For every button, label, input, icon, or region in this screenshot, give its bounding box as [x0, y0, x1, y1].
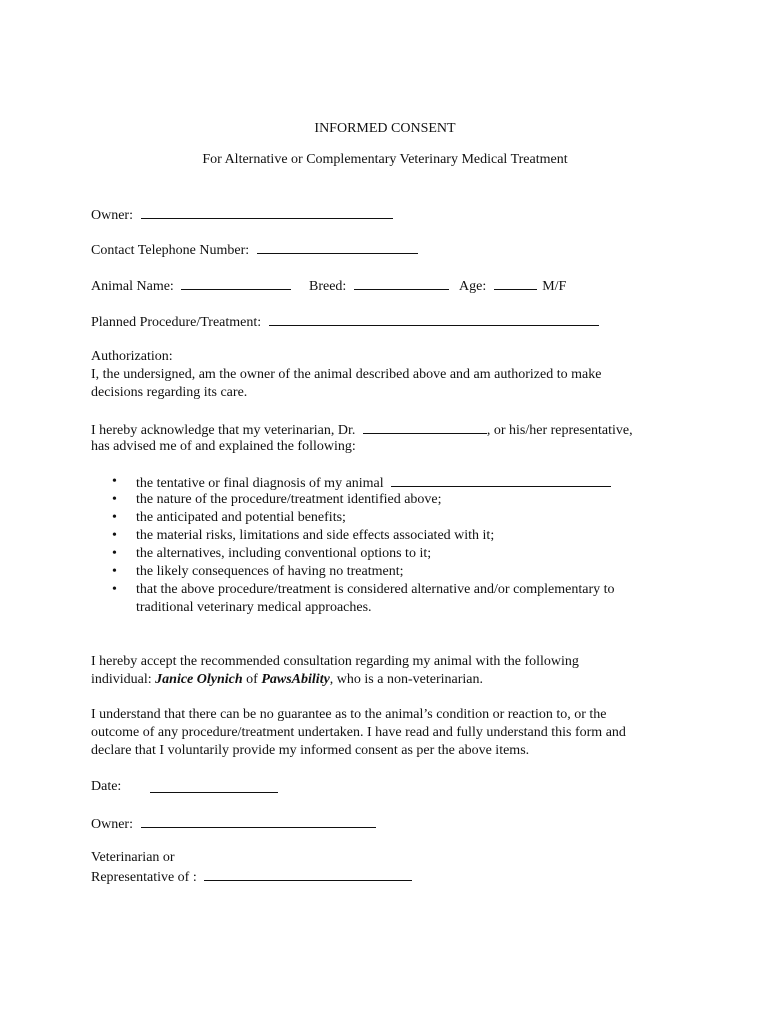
age-group [459, 276, 566, 296]
diagnosis-field[interactable] [391, 473, 611, 487]
owner-signature-field[interactable] [141, 814, 376, 828]
owner-signature-row [91, 814, 376, 834]
procedure-label: Planned Procedure/Treatment: [91, 315, 262, 330]
acceptance-text-a: individual: [91, 672, 152, 687]
list-item: the nature of the procedure/treatment identified above; [136, 492, 442, 507]
animal-name-field[interactable] [181, 276, 291, 290]
bullet-marker: • [112, 582, 117, 597]
acceptance-line-2 [91, 671, 483, 689]
procedure-field[interactable] [269, 312, 599, 326]
acceptance-text-c: , who is a non-veterinarian. [329, 672, 483, 687]
bullet-marker: • [112, 528, 117, 543]
acknowledge-line-1 [91, 420, 633, 440]
breed-group [309, 276, 449, 296]
owner-signature-label: Owner: [91, 817, 133, 832]
date-row [91, 778, 121, 796]
sex-label: M/F [542, 279, 567, 294]
authorization-text-line-2: decisions regarding its care. [91, 385, 248, 400]
age-label: Age: [459, 279, 487, 294]
vet-signature-field[interactable] [204, 867, 412, 881]
list-item: that the above procedure/treatment is considered alternative and/or complementary to [136, 582, 615, 597]
breed-field[interactable] [354, 276, 449, 290]
list-item: the likely consequences of having no treatment; [136, 564, 404, 579]
form-title: INFORMED CONSENT [314, 121, 456, 136]
vet-label-line-1: Veterinarian or [91, 850, 175, 865]
authorization-text-line-1: I, the undersigned, am the owner of the animal described above and am authorized to make [91, 367, 602, 382]
understanding-line-1: I understand that there can be no guarantee as to the animal’s condition or reaction to, or the [91, 707, 607, 722]
bullet-marker: • [112, 492, 117, 507]
procedure-row [91, 312, 599, 332]
vet-label-line-2: Representative of : [91, 870, 197, 885]
organization-name: PawsAbility [261, 672, 330, 687]
list-item-continuation: traditional veterinary medical approaches. [136, 600, 372, 615]
owner-row [91, 205, 393, 225]
understanding-line-2: outcome of any procedure/treatment undertaken. I have read and fully understand this form and [91, 725, 626, 740]
vet-signature-row [91, 867, 412, 887]
acceptance-line-1: I hereby accept the recommended consultation regarding my animal with the following [91, 654, 579, 669]
list-item: the anticipated and potential benefits; [136, 510, 346, 525]
acceptance-text-b: of [246, 672, 258, 687]
acknowledge-text-b: , or his/her representative, [486, 423, 633, 438]
authorization-heading: Authorization: [91, 349, 173, 364]
owner-label: Owner: [91, 208, 133, 223]
contact-label: Contact Telephone Number: [91, 243, 250, 258]
animal-name-group [91, 276, 291, 296]
contact-field[interactable] [257, 240, 418, 254]
understanding-line-3: declare that I voluntarily provide my informed consent as per the above items. [91, 743, 530, 758]
acknowledge-text-a: I hereby acknowledge that my veterinarian, Dr. [91, 423, 356, 438]
bullet-marker: • [112, 564, 117, 579]
individual-name: Janice Olynich [155, 672, 243, 687]
bullet-text-diagnosis: the tentative or final diagnosis of my animal [136, 476, 384, 491]
bullet-marker: • [112, 510, 117, 525]
animal-name-label: Animal Name: [91, 279, 174, 294]
form-subtitle: For Alternative or Complementary Veterinary Medical Treatment [202, 152, 568, 167]
date-field[interactable] [150, 779, 278, 793]
list-item: the alternatives, including conventional options to it; [136, 546, 432, 561]
contact-row [91, 240, 418, 260]
date-label: Date: [91, 779, 122, 794]
breed-label: Breed: [309, 279, 347, 294]
bullet-marker: • [112, 546, 117, 561]
bullet-marker: • [112, 474, 117, 489]
veterinarian-name-field[interactable] [363, 420, 487, 434]
acknowledge-line-2: has advised me of and explained the following: [91, 439, 356, 454]
owner-field[interactable] [141, 205, 393, 219]
list-item: the material risks, limitations and side effects associated with it; [136, 528, 495, 543]
age-field[interactable] [494, 276, 537, 290]
list-item [136, 473, 611, 493]
